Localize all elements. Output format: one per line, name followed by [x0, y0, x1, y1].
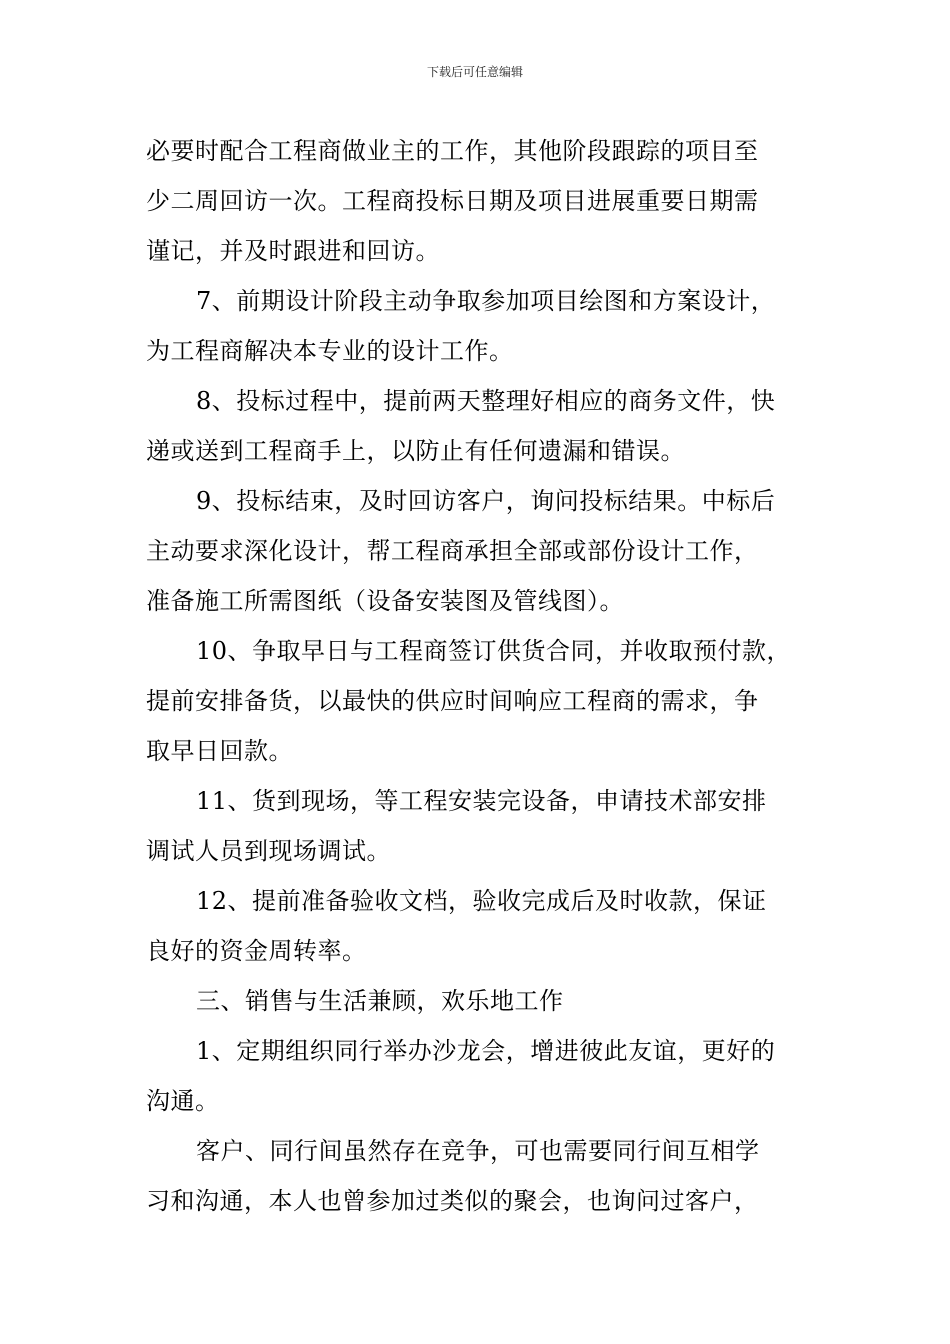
text-line: 三、销售与生活兼顾，欢乐地工作 — [196, 987, 564, 1015]
text-line: 沟通。 — [146, 1087, 220, 1115]
text-line: 提前安排备货，以最快的供应时间响应工程商的需求，争 — [146, 687, 759, 715]
text-line: 取早日回款。 — [146, 737, 293, 765]
text-line: 必要时配合工程商做业主的工作，其他阶段跟踪的项目至 — [146, 137, 759, 165]
text-line: 9、投标结束，及时回访客户，询问投标结果。中标后 — [196, 487, 776, 515]
text-line: 谨记，并及时跟进和回访。 — [146, 237, 440, 265]
text-line: 调试人员到现场调试。 — [146, 837, 391, 865]
text-line: 习和沟通，本人也曾参加过类似的聚会，也询问过客户， — [146, 1187, 759, 1215]
text-line: 1、定期组织同行举办沙龙会，增进彼此友谊，更好的 — [196, 1037, 776, 1065]
text-line: 为工程商解决本专业的设计工作。 — [146, 337, 514, 365]
text-line: 12、提前准备验收文档，验收完成后及时收款，保证 — [196, 887, 767, 915]
text-line: 10、争取早日与工程商签订供货合同，并收取预付款， — [196, 637, 792, 665]
document-body — [146, 126, 814, 1226]
text-line: 11、货到现场，等工程安装完设备，申请技术部安排 — [196, 787, 767, 815]
text-line: 少二周回访一次。工程商投标日期及项目进展重要日期需 — [146, 187, 759, 215]
text-line: 良好的资金周转率。 — [146, 937, 367, 965]
text-line: 8、投标过程中，提前两天整理好相应的商务文件，快 — [196, 387, 776, 415]
text-line: 递或送到工程商手上，以防止有任何遗漏和错误。 — [146, 437, 685, 465]
text-line: 主动要求深化设计，帮工程商承担全部或部份设计工作， — [146, 537, 759, 565]
text-line: 客户、同行间虽然存在竞争，可也需要同行间互相学 — [196, 1137, 760, 1165]
text-line: 准备施工所需图纸（设备安装图及管线图）。 — [146, 587, 624, 615]
page-header: 下载后可任意编辑 — [426, 65, 523, 79]
text-line: 7、前期设计阶段主动争取参加项目绘图和方案设计， — [196, 287, 776, 315]
